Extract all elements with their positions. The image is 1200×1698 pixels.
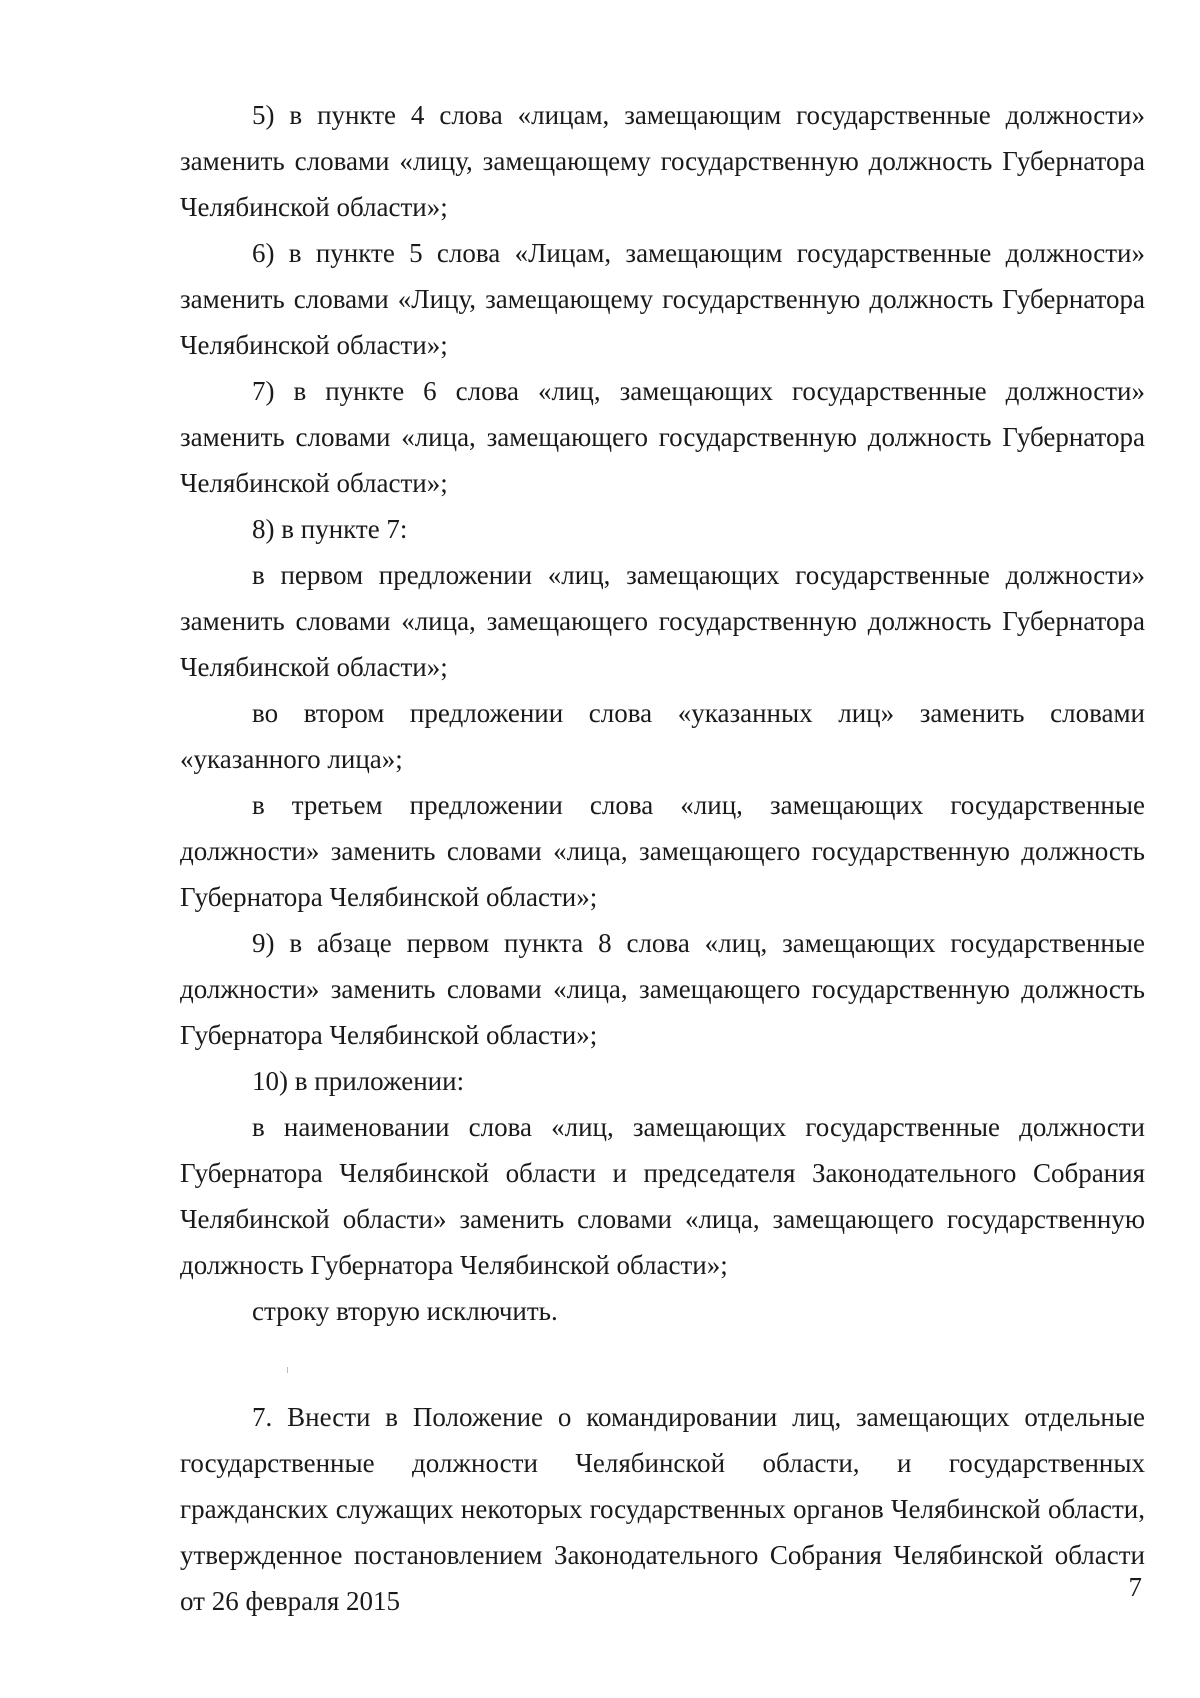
paragraph-item-8-third-sentence: в третьем предложении слова «лиц, замещающих государственные должности» заменить словами «лица, замещающего государственную должность Губернатора Челябинской области»; [180,790,1145,912]
paragraph-item-8-heading: 8) в пункте 7: [252,514,408,544]
paragraph-item-7: 7) в пункте 6 слова «лиц, замещающих государственные должности» заменить словами «лица, замещающего государственную должность Губернатора Челябинской области»; [180,376,1145,498]
scan-artifact [287,1367,288,1373]
document-body [180,92,1145,1624]
paragraph-item-5: 5) в пункте 4 слова «лицам, замещающим государственные должности» заменить словами «лицу, замещающему государственную должность Губернатора Челябинской области»; [180,100,1145,222]
paragraph-item-8-first-sentence: в первом предложении «лиц, замещающих государственные должности» заменить словами «лица, замещающего государственную должность Губернатора Челябинской области»; [180,560,1145,682]
paragraph-item-9: 9) в абзаце первом пункта 8 слова «лиц, замещающих государственные должности» заменить словами «лица, замещающего государственную должность Губернатора Челябинской области»; [180,928,1145,1050]
paragraph-item-10-second-row: строку вторую исключить. [252,1296,558,1326]
paragraph-section-7: 7. Внести в Положение о командировании лиц, замещающих отдельные государственные должности Челябинской области, и государственных гражданских служащих некоторых государственных органов Челябинской области, утвержденное постановлением Законодательного Собрания Челябинской области от 26 февраля 2015 [180,1402,1145,1616]
paragraph-item-10-name: в наименовании слова «лиц, замещающих государственные должности Губернатора Челябинской области и председателя Законодательного Собрания Челябинской области» заменить словами «лица, замещающего государственную должность Губернатора Челябинской области»; [180,1112,1145,1280]
paragraph-item-8-second-sentence: во втором предложении слова «указанных лиц» заменить словами «указанного лица»; [180,698,1145,774]
paragraph-item-10-heading: 10) в приложении: [252,1066,465,1096]
paragraph-item-6: 6) в пункте 5 слова «Лицам, замещающим государственные должности» заменить словами «Лицу, замещающему государственную должность Губернатора Челябинской области»; [180,238,1145,360]
page-number: 7 [1128,1572,1142,1602]
